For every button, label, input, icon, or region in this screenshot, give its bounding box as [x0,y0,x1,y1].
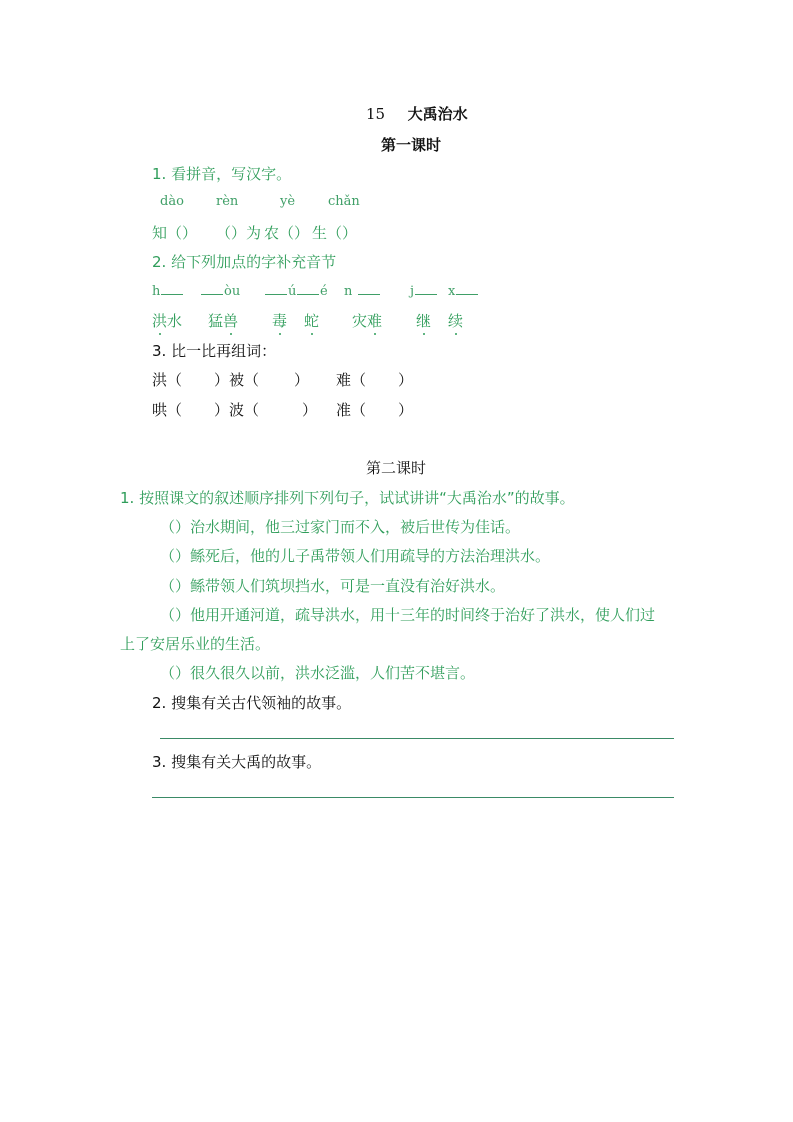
word-1: 洪水 [152,312,183,330]
q3-label: 3. 比一比再组词： [152,342,277,360]
blank-line[interactable] [456,282,478,295]
syllable-prefix: n [344,284,353,299]
section2-title: 第二课时 [366,459,427,477]
syllable-prefix: x [448,284,456,299]
answer-line-q2[interactable] [160,738,674,739]
q1-char-4: 生（） [312,224,358,242]
syllable-3[interactable] [264,282,296,299]
blank-line[interactable] [265,282,287,295]
compare-row-2-c: ） [302,401,318,419]
syllable-1[interactable] [152,282,184,299]
p2-q3-label: 3. 搜集有关大禹的故事。 [152,753,322,771]
blank-line[interactable] [415,282,437,295]
q1-char-1: 知（） [152,224,198,242]
syllable-6[interactable] [410,282,438,299]
p2-item-5: （）很久很久以前，洪水泛滥，人们苦不堪言。 [160,664,476,682]
blank-line[interactable] [161,282,183,295]
p2-q1-label: 1. 按照课文的叙述顺序排列下列句子，试试讲讲“大禹治水”的故事。 [120,489,575,507]
p2-item-3: （）鲧带领人们筑坝挡水，可是一直没有治好洪水。 [160,577,506,595]
p2-item-2: （）鲧死后，他的儿子禹带领人们用疏导的方法治理洪水。 [160,547,551,565]
q1-char-3: 农（） [264,224,310,242]
compare-row-2-e: ） [398,401,414,419]
compare-row-2-a: 哄（ [152,401,183,419]
syllable-prefix: h [152,284,161,299]
compare-row-1-e: ） [398,371,414,389]
word-2: 猛兽 [208,312,239,330]
compare-row-1-c: ） [294,371,310,389]
syllable-suffix: òu [224,284,241,299]
q1-pinyin-4: chǎn [328,194,360,209]
q1-pinyin-3: yè [280,194,296,209]
q1-label: 1. 看拼音，写汉字。 [152,165,292,183]
section1-title: 第一课时 [381,136,442,154]
p2-q2-label: 2. 搜集有关古代领袖的故事。 [152,694,352,712]
blank-line[interactable] [201,282,223,295]
p2-item-1: （）治水期间，他三过家门而不入，被后世传为佳话。 [160,518,521,536]
blank-line[interactable] [297,282,319,295]
p2-item-4: （）他用开通河道，疏导洪水，用十三年的时间终于治好了洪水，使人们过 [160,606,656,624]
compare-row-1-a: 洪（ [152,371,183,389]
word-3: 毒 [272,312,288,330]
compare-row-1-b: ）被（ [214,371,260,389]
q1-pinyin-2: rèn [216,194,239,209]
syllable-prefix: j [410,284,415,299]
p2-item-4-cont: 上了安居乐业的生活。 [120,635,271,653]
word-5: 灾难 [352,312,383,330]
word-6: 继 [416,312,432,330]
syllable-2[interactable] [200,282,240,299]
compare-row-2-b: ）波（ [214,401,260,419]
answer-line-q3[interactable] [152,797,674,798]
lesson-title: 大禹治水 [407,105,468,123]
blank-line[interactable] [358,282,380,295]
q1-char-2: （）为 [216,224,262,242]
syllable-suffix: é [320,284,328,299]
syllable-7[interactable] [448,282,479,299]
q2-label: 2. 给下列加点的字补充音节 [152,253,337,271]
lesson-heading [366,103,468,124]
syllable-4[interactable] [296,282,328,299]
word-7: 续 [448,312,464,330]
syllable-suffix: ú [288,284,297,299]
q1-pinyin-1: dào [160,194,184,209]
compare-row-1-d: 难（ [336,371,367,389]
compare-row-2-d: 准（ [336,401,367,419]
lesson-number: 15 [366,105,386,123]
word-4: 蛇 [304,312,320,330]
syllable-5[interactable] [344,282,381,299]
